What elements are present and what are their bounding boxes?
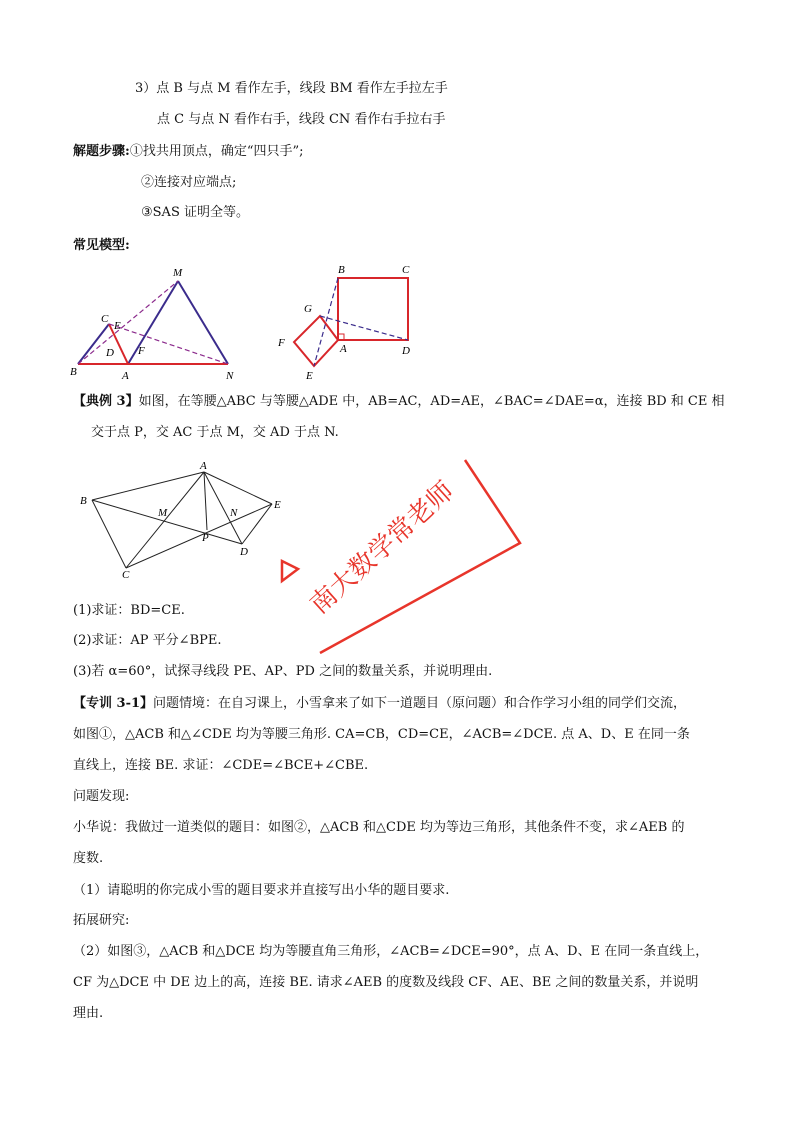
label-b3: B <box>80 495 87 507</box>
label-e: E <box>114 320 121 332</box>
watermark-arrow <box>282 561 298 581</box>
question-1: (1)求证：BD=CE. <box>73 603 185 618</box>
label-d2: D <box>402 345 410 357</box>
intro-line-1: 3）点 B 与点 M 看作左手，线段 BM 看作左手拉左手 <box>135 81 448 96</box>
part-1: （1）请聪明的你完成小雪的题目要求并直接写出小华的题目要求. <box>73 883 450 898</box>
label-e3: E <box>274 499 281 511</box>
steps-label: 解题步骤: <box>73 144 130 159</box>
part-2-line-3: 理由. <box>73 1006 104 1021</box>
part-2-line-1: （2）如图③，△ACB 和△DCE 均为等腰直角三角形，∠ACB=∠DCE=90°，点 A、D、E 在同一条直线上， <box>73 944 709 959</box>
label-a2: A <box>340 343 347 355</box>
training31-line-2: 如图①，△ACB 和△∠CDE 均为等腰三角形. CA=CB，CD=CE，∠ACB=∠DCE. 点 A、D、E 在同一条 <box>73 727 690 742</box>
label-p3: P <box>202 532 209 544</box>
models-label: 常见模型: <box>73 238 130 253</box>
edge-bc <box>78 324 109 364</box>
hua-line-1: 小华说：我做过一道类似的题目：如图②，△ACB 和△CDE 均为等边三角形，其他条件不变，求∠AEB 的 <box>73 820 685 835</box>
example3-text: 如图，在等腰△ABC 与等腰△ADE 中，AB=AC，AD=AE，∠BAC=∠DAE=α，连接 BD 和 CE 相 <box>138 394 725 409</box>
label-g2: G <box>304 303 312 315</box>
watermark-stamp <box>270 455 540 655</box>
label-b2: B <box>338 264 345 276</box>
steps-row <box>73 143 304 161</box>
step-2: ②连接对应端点; <box>141 175 237 190</box>
example3-row <box>73 393 725 411</box>
intro-line-2: 点 C 与点 N 看作右手，线段 CN 看作右手拉右手 <box>157 112 446 127</box>
label-a: A <box>122 370 129 382</box>
label-d3: D <box>240 546 248 558</box>
example3-text-2: 交于点 P，交 AC 于点 M，交 AD 于点 N. <box>91 425 339 440</box>
question-2: (2)求证：AP 平分∠BPE. <box>73 633 222 648</box>
label-f2: F <box>278 337 285 349</box>
hua-line-2: 度数. <box>73 851 104 866</box>
label-c: C <box>101 313 109 325</box>
dashed-gd <box>320 316 408 340</box>
example3-figure <box>76 460 296 580</box>
label-a3: A <box>200 460 207 472</box>
training31-row <box>73 695 686 713</box>
training31-tag: 【专训 3-1】 <box>73 696 154 711</box>
training31-line-3: 直线上，连接 BE. 求证：∠CDE=∠BCE+∠CBE. <box>73 758 369 773</box>
model-figure-right <box>272 262 432 384</box>
label-m: M <box>173 267 183 279</box>
label-n: N <box>226 370 234 382</box>
part-2-line-2: CF 为△DCE 中 DE 边上的高，连接 BE. 请求∠AEB 的度数及线段 CF、AE、BE 之间的数量关系，并说明 <box>73 975 699 990</box>
label-b: B <box>70 366 77 378</box>
edge-mn <box>178 281 228 364</box>
square-abcd <box>338 278 408 340</box>
edge-am <box>128 281 178 364</box>
dashed-bm <box>78 281 178 364</box>
watermark-text: 南大数学常老师 <box>304 476 460 621</box>
label-n3: N <box>230 507 238 519</box>
step-3: ③SAS 证明全等。 <box>141 205 249 220</box>
question-3: (3)若 α=60°，试探寻线段 PE、AP、PD 之间的数量关系，并说明理由. <box>73 664 493 679</box>
step-1: ①找共用顶点，确定“四只手”; <box>129 144 304 159</box>
label-c3: C <box>122 569 130 580</box>
training31-text: 问题情境：在自习课上，小雪拿来了如下一道题目（原问题）和合作学习小组的同学们交流， <box>153 696 687 711</box>
model-figure-left <box>68 264 248 382</box>
label-d: D <box>106 347 114 359</box>
label-e2: E <box>306 370 313 382</box>
dashed-cn <box>109 324 228 364</box>
discovery-heading: 问题发现: <box>73 789 130 804</box>
label-m3: M <box>158 507 168 519</box>
label-f: F <box>138 345 145 357</box>
extension-heading: 拓展研究: <box>73 913 130 928</box>
label-c2: C <box>402 264 410 276</box>
example3-tag: 【典例 3】 <box>73 394 139 409</box>
